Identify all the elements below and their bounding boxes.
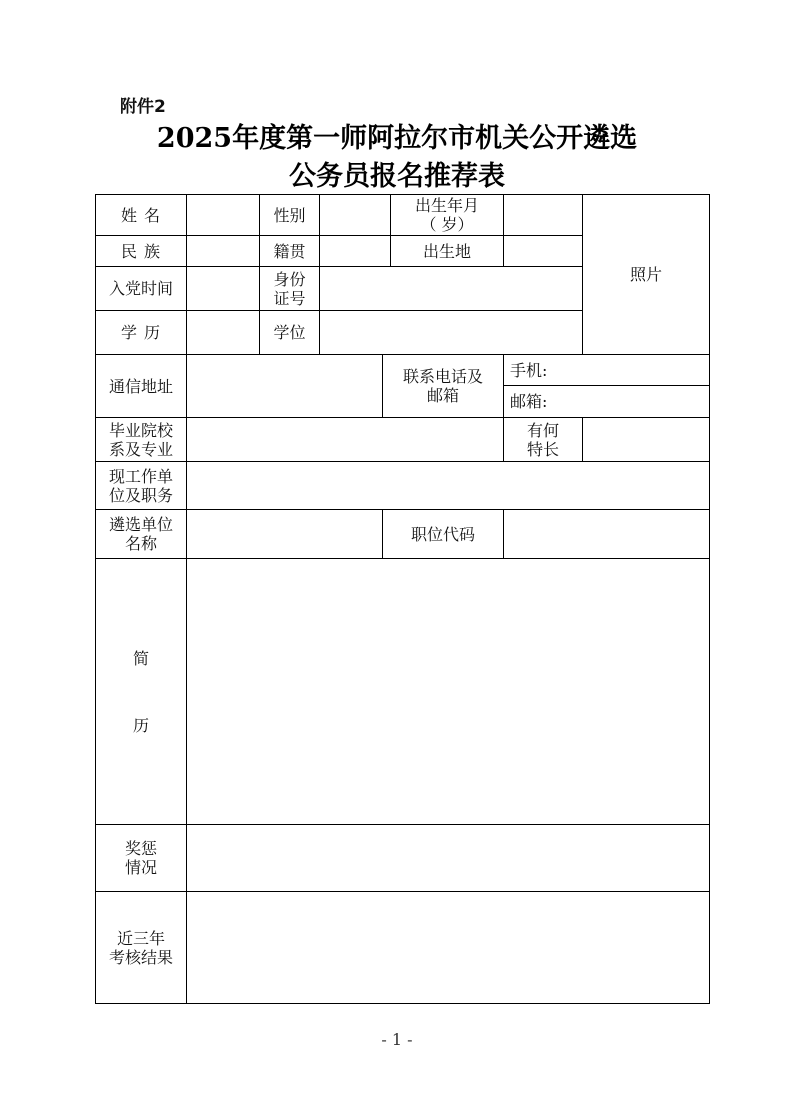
current-work-label: 现工作单 位及职务 xyxy=(96,462,187,510)
specialty-label: 有何 特长 xyxy=(504,418,583,462)
name-label: 姓 名 xyxy=(96,195,187,236)
form-title-line-1: 2025年度第一师阿拉尔市机关公开遴选 xyxy=(156,123,638,154)
native-place-label: 籍贯 xyxy=(260,236,320,267)
degree-field[interactable] xyxy=(320,311,583,355)
position-code-label: 职位代码 xyxy=(383,510,504,559)
school-major-label: 毕业院校 系及专业 xyxy=(96,418,187,462)
school-major-field[interactable] xyxy=(187,418,504,462)
specialty-field[interactable] xyxy=(583,418,710,462)
party-date-field[interactable] xyxy=(187,267,260,311)
education-field[interactable] xyxy=(187,311,260,355)
target-unit-field[interactable] xyxy=(187,510,383,559)
form-title-line-2: 公务员报名推荐表 xyxy=(289,161,505,192)
annex-label: 附件2 xyxy=(120,97,166,117)
id-number-field[interactable] xyxy=(320,267,583,311)
address-label: 通信地址 xyxy=(96,355,187,418)
birthplace-field[interactable] xyxy=(504,236,583,267)
degree-label: 学位 xyxy=(260,311,320,355)
target-unit-label: 遴选单位 名称 xyxy=(96,510,187,559)
party-date-label: 入党时间 xyxy=(96,267,187,311)
ethnicity-field[interactable] xyxy=(187,236,260,267)
assessment-field[interactable] xyxy=(187,892,710,1004)
rewards-field[interactable] xyxy=(187,825,710,892)
id-number-label: 身份 证号 xyxy=(260,267,320,311)
page-number: - 1 - xyxy=(381,1030,413,1049)
native-place-field[interactable] xyxy=(320,236,391,267)
birthplace-label: 出生地 xyxy=(391,236,504,267)
assessment-label: 近三年 考核结果 xyxy=(96,892,187,1004)
education-label: 学 历 xyxy=(96,311,187,355)
contact-label: 联系电话及 邮箱 xyxy=(383,355,504,418)
resume-label: 简 历 xyxy=(96,559,187,825)
address-field[interactable] xyxy=(187,355,383,418)
mobile-field[interactable]: 手机: xyxy=(504,355,710,386)
ethnicity-label: 民 族 xyxy=(96,236,187,267)
resume-field[interactable] xyxy=(187,559,710,825)
gender-label: 性别 xyxy=(260,195,320,236)
position-code-field[interactable] xyxy=(504,510,710,559)
birth-date-label: 出生年月 （ 岁） xyxy=(391,195,504,236)
photo-box[interactable]: 照片 xyxy=(583,195,710,355)
email-field[interactable]: 邮箱: xyxy=(504,386,710,418)
registration-form-table xyxy=(95,194,710,1004)
current-work-field[interactable] xyxy=(187,462,710,510)
gender-field[interactable] xyxy=(320,195,391,236)
name-field[interactable] xyxy=(187,195,260,236)
birth-date-field[interactable] xyxy=(504,195,583,236)
rewards-label: 奖惩 情况 xyxy=(96,825,187,892)
